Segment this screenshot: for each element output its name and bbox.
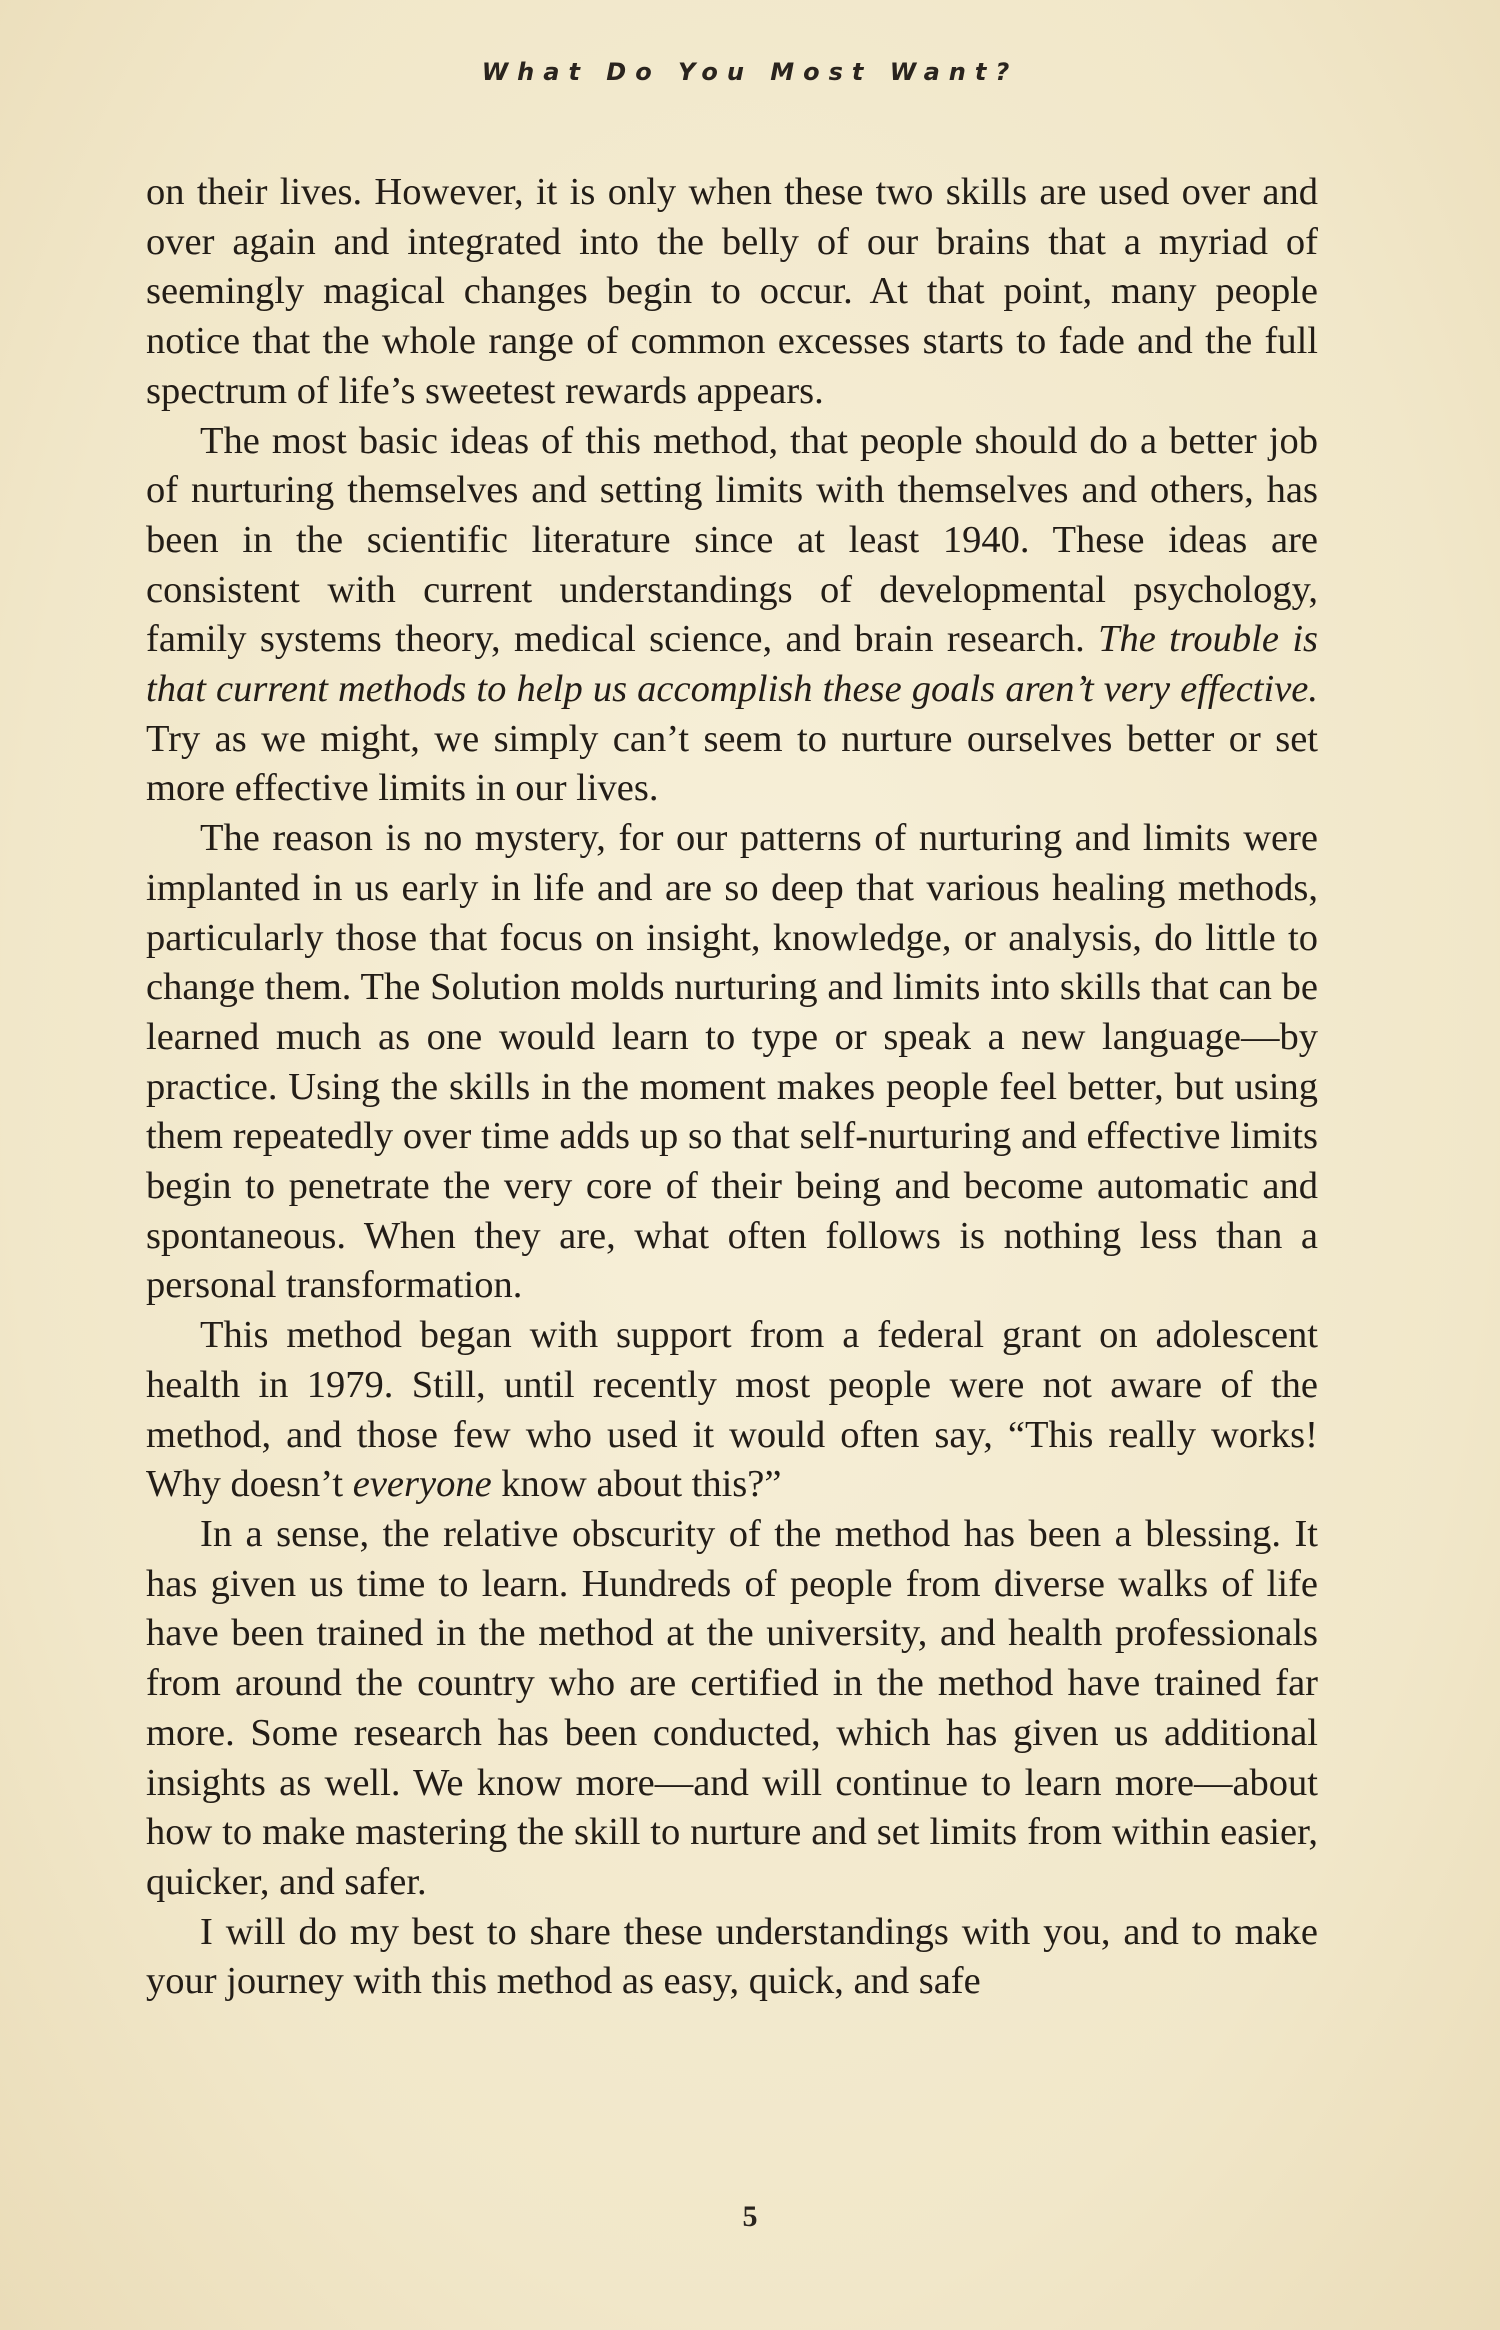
paragraph-6: I will do my best to share these understandings with you, and to make your journey with this method as easy, quick, and safe (146, 1910, 1318, 2003)
paragraph-2-text-b: Try as we might, we simply can’t seem to nurture ourselves better or set more effective limits in our lives. (146, 717, 1318, 810)
paragraph-2-italic: The trouble is that current methods to help us accomplish these goals aren’t very effective. (146, 618, 1319, 711)
paragraph-2 (146, 417, 1318, 815)
paragraph-1: on their lives. However, it is only when these two skills are used over and over again and integrated into the belly of our brains that a myriad of seemingly magical changes begin to occur. At that point, many people notice that the whole range of common excesses starts to fade and the full spectrum of life’s sweetest rewards appears. (146, 171, 1318, 412)
paragraph-4-text-b: know about this?” (491, 1463, 782, 1506)
paragraph-4-text-a: This method began with support from a federal grant on adolescent health in 1979. Still, until recently most people were not aware of the method, and those few who used it would often say, “This really works! Why doesn’t (146, 1314, 1318, 1506)
paragraph-3: The reason is no mystery, for our patterns of nurturing and limits were implanted in us early in life and are so deep that various healing methods, particularly those that focus on insight, knowledge, or analysis, do little to change them. The Solution molds nurturing and limits into skills that can be learned much as one would learn to type or speak a new language—by practice. Using the skills in the moment makes people feel better, but using them repeatedly over time adds up so that self-nurturing and effective limits begin to penetrate the very core of their being and become automatic and spontaneous. When they are, what often follows is nothing less than a personal transformation. (146, 817, 1318, 1307)
page-number: 5 (742, 2200, 758, 2233)
paragraph-2-text-a: The most basic ideas of this method, that people should do a better job of nurturing themselves and setting limits with themselves and others, has been in the scientific literature since at least 1940. These ideas are consistent with current understandings of developmental psychology, family systems theory, medical science, and brain research. (146, 419, 1318, 661)
paragraph-5: In a sense, the relative obscurity of the method has been a blessing. It has given us time to learn. Hundreds of people from diverse walks of life have been trained in the method at the university, and health professionals from around the country who are certified in the method have trained far more. Some research has been conducted, which has given us additional insights as well. We know more—and will continue to learn more—about how to make mastering the skill to nurture and set limits from within easier, quicker, and safer. (146, 1512, 1318, 1903)
paragraph-4-italic: everyone (352, 1463, 492, 1506)
running-head: What Do You Most Want? (481, 58, 1019, 86)
paragraph-4 (146, 1311, 1318, 1510)
body-text (146, 168, 1318, 2007)
